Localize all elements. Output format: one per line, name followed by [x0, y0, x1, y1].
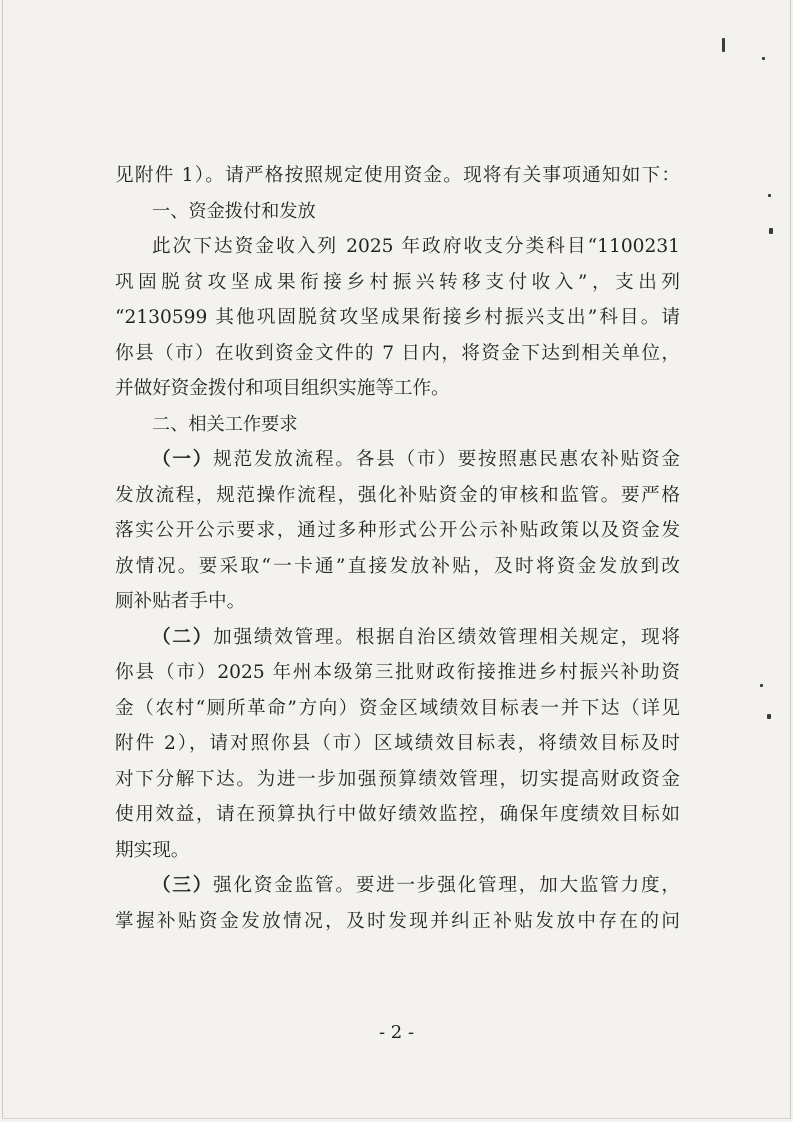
- scan-speck: [768, 194, 771, 197]
- body-line: 落实公开公示要求，通过多种形式公开公示补贴政策以及资金发: [115, 520, 680, 541]
- body-line: 掌握补贴资金发放情况，及时发现并纠正补贴发放中存在的问: [115, 910, 680, 932]
- body-text: [115, 158, 680, 939]
- body-line: 对下分解下达。为进一步加强预算绩效管理，切实提高财政资金: [115, 768, 680, 790]
- body-line: 你县（市）在收到资金文件的 7 日内，将资金下达到相关单位，: [115, 342, 680, 364]
- scan-speck: [769, 228, 773, 234]
- subsection-text: 规范发放流程。各县（市）要按照惠民惠农补贴资金: [213, 449, 680, 470]
- section-heading-2: 二、相关工作要求: [152, 413, 298, 435]
- body-line: 厕补贴者手中。: [115, 591, 246, 612]
- body-line: 此次下达资金收入列 2025 年政府收支分类科目“1100231: [152, 236, 680, 257]
- scan-speck: [722, 38, 725, 52]
- body-line: 你县（市）2025 年州本级第三批财政衔接推进乡村振兴补助资: [115, 662, 680, 683]
- body-line: 金（农村“厕所革命”方向）资金区域绩效目标表一并下达（详见: [115, 697, 680, 719]
- section-heading-1: 一、资金拨付和发放: [152, 200, 316, 222]
- body-line: “2130599 其他巩固脱贫攻坚成果衔接乡村振兴支出”科目。请: [115, 307, 680, 328]
- subsection-label: （三）: [152, 875, 214, 896]
- subsection-3-line: [115, 868, 680, 904]
- scan-speck: [762, 57, 765, 60]
- page-number: - 2 -: [378, 1022, 415, 1043]
- body-line: 使用效益，请在预算执行中做好绩效监控，确保年度绩效目标如: [115, 804, 680, 825]
- subsection-text: 强化资金监管。要进一步强化管理，加大监管力度，: [213, 875, 680, 896]
- subsection-text: 加强绩效管理。根据自治区绩效管理相关规定，现将: [213, 626, 680, 648]
- body-line: 见附件 1）。请严格按照规定使用资金。现将有关事项通知如下：: [115, 165, 680, 186]
- subsection-label: （二）: [152, 626, 214, 648]
- subsection-2-line: [115, 620, 680, 656]
- scan-speck: [760, 684, 763, 687]
- body-line: 期实现。: [115, 839, 190, 861]
- body-line: 放情况。要采取“一卡通”直接发放补贴，及时将资金发放到改: [115, 555, 680, 577]
- body-line: 发放流程，规范操作流程，强化补贴资金的审核和监管。要严格: [115, 484, 680, 506]
- body-line: 附件 2），请对照你县（市）区域绩效目标表，将绩效目标及时: [115, 733, 680, 754]
- subsection-label: （一）: [152, 449, 214, 470]
- body-line: 巩固脱贫攻坚成果衔接乡村振兴转移支付收入”，支出列: [115, 271, 680, 293]
- subsection-1-line: [115, 442, 680, 478]
- body-line: 并做好资金拨付和项目组织实施等工作。: [115, 378, 450, 399]
- scan-speck: [767, 714, 771, 719]
